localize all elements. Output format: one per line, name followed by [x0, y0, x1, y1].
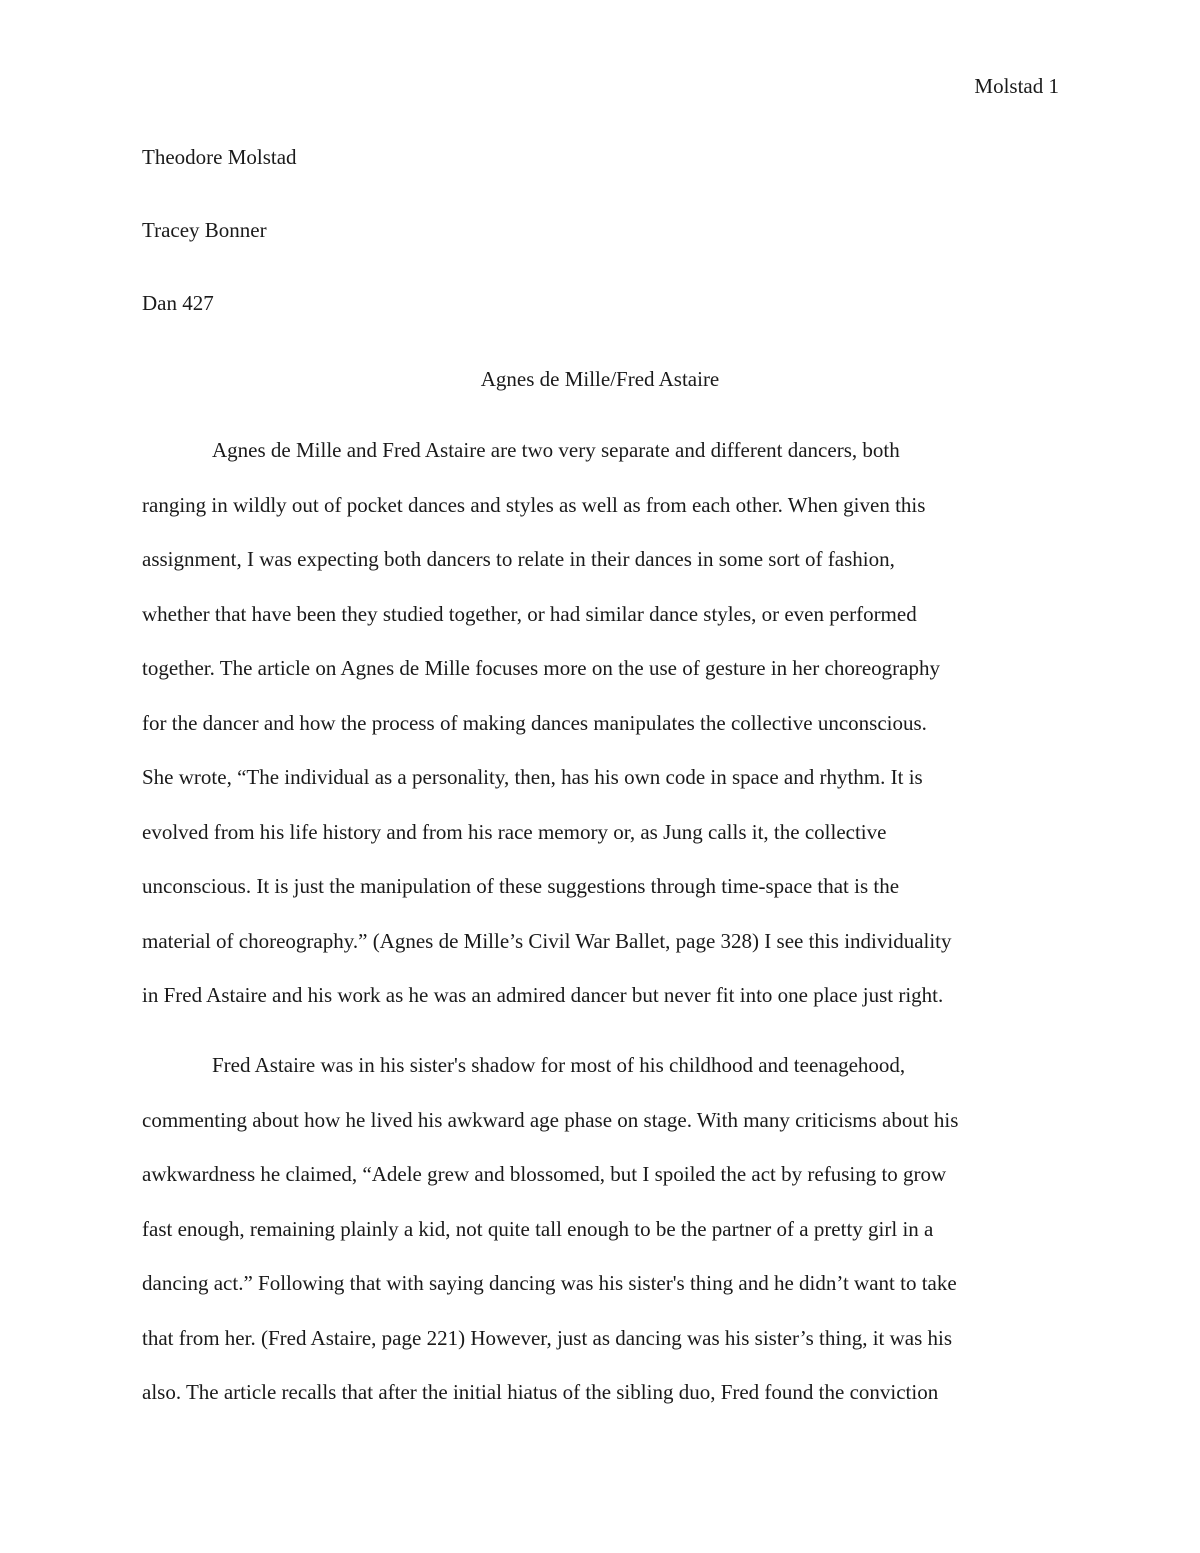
paragraph-line: in Fred Astaire and his work as he was an admired dancer but never fit into one place just right.: [142, 983, 944, 1007]
paragraph-1: [142, 423, 1058, 1023]
paragraph-line: She wrote, “The individual as a personality, then, has his own code in space and rhythm. It is: [142, 765, 923, 789]
paragraph-line: ranging in wildly out of pocket dances and styles as well as from each other. When given this: [142, 492, 926, 517]
mla-heading: [142, 143, 297, 362]
paragraph-line: awkwardness he claimed, “Adele grew and blossomed, but I spoiled the act by refusing to grow: [142, 1162, 947, 1186]
paragraph-line: fast enough, remaining plainly a kid, not quite tall enough to be the partner of a pretty girl in a: [142, 1216, 934, 1241]
paragraph-line: material of choreography.” (Agnes de Mille’s Civil War Ballet, page 328) I see this individuality: [142, 928, 952, 953]
paragraph-line: dancing act.” Following that with saying dancing was his sister's thing and he didn’t want to take: [142, 1271, 957, 1295]
paragraph-line: whether that have been they studied together, or had similar dance styles, or even performed: [142, 601, 917, 626]
paragraph-line: evolved from his life history and from his race memory or, as Jung calls it, the collective: [142, 819, 887, 844]
paragraph-line: also. The article recalls that after the initial hiatus of the sibling duo, Fred found the conviction: [142, 1380, 939, 1404]
paragraph-line: commenting about how he lived his awkward age phase on stage. With many criticisms about his: [142, 1107, 959, 1132]
paragraph-line: together. The article on Agnes de Mille focuses more on the use of gesture in her choreography: [142, 656, 940, 680]
paragraph-line: assignment, I was expecting both dancers to relate in their dances in some sort of fashion,: [142, 547, 895, 571]
paragraph-2: [142, 1038, 1058, 1420]
instructor-name: Tracey Bonner: [142, 218, 267, 242]
author-name: Theodore Molstad: [142, 145, 297, 169]
essay-title: Agnes de Mille/Fred Astaire: [480, 367, 720, 391]
paragraph-line: Fred Astaire was in his sister's shadow for most of his childhood and teenagehood,: [212, 1053, 906, 1077]
course-name: Dan 427: [142, 291, 214, 315]
paragraph-line: that from her. (Fred Astaire, page 221) However, just as dancing was his sister’s thing, it was his: [142, 1325, 953, 1350]
running-head: Molstad 1: [974, 74, 1059, 98]
paragraph-line: for the dancer and how the process of making dances manipulates the collective unconscious.: [142, 710, 927, 735]
paragraph-line: unconscious. It is just the manipulation of these suggestions through time-space that is the: [142, 874, 900, 898]
paragraph-line: Agnes de Mille and Fred Astaire are two very separate and different dancers, both: [212, 438, 900, 462]
